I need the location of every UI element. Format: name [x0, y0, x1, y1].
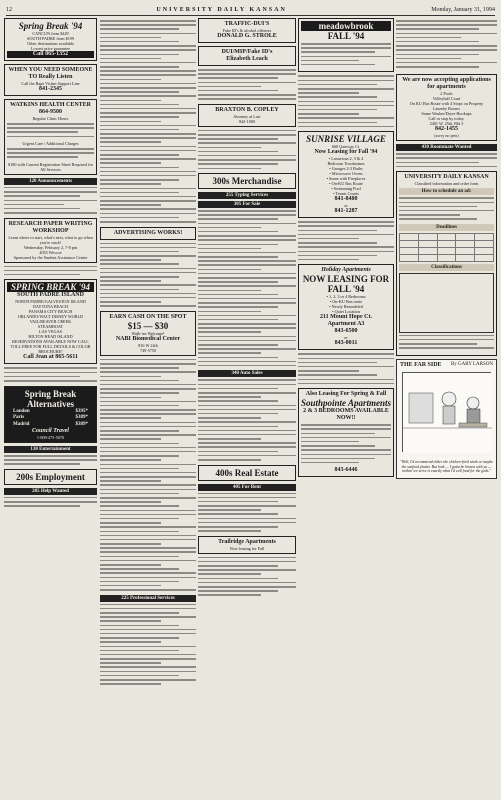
rate-cell	[418, 240, 437, 247]
listing-lines-a	[100, 20, 196, 223]
rape-line-head: WHEN YOU NEED SOMEONE TO Really Listen	[8, 67, 93, 80]
listing-lines-i	[198, 493, 296, 532]
listing-lines-b	[100, 243, 196, 307]
southpointe-ad	[298, 388, 394, 477]
attorney-leach: Elizabeth Leach	[226, 56, 268, 62]
sunrise-feature-8: • Tennis Courts	[333, 191, 359, 197]
research-location: 4035 Wescoe	[39, 249, 62, 255]
employment-title: 200s Employment	[16, 471, 85, 482]
typing-header: 255 Typing Services	[198, 192, 296, 199]
cartoon-caption: "Well, I'd recommend either the chicken-fried steak or maybe the seafood platter. But look — I gotta be honest with ya — nothin' we serve is exactly what I'd call food for the gods."	[400, 460, 493, 474]
spring-break-ad	[4, 18, 97, 61]
misc-lines-2	[4, 367, 97, 381]
kansan-logo: UNIVERSITY DAILY KANSAN	[404, 174, 489, 181]
southpointe-logo: Southpointe Apartments	[301, 398, 391, 409]
also-leasing: Also Leasing For Spring & Fall	[305, 391, 387, 398]
for-sale-header: 305 For Sale	[198, 201, 296, 208]
sunchase-sub: SOUTH PADRE ISLAND	[17, 292, 84, 299]
top-row	[396, 18, 497, 74]
destination-7: LAS VEGAS	[39, 329, 62, 335]
merchandise-title: 300s Merchandise	[212, 176, 282, 186]
earn-cash-title: EARN CASH ON THE SPOT	[109, 313, 187, 320]
council-travel-ad	[4, 386, 97, 444]
listing-lines-m	[298, 353, 394, 384]
sunrise-feature-4: • Microwave Ovens	[329, 171, 363, 177]
sunrise-logo: SUNRISE VILLAGE	[306, 134, 386, 145]
cartoon-drawing	[403, 373, 492, 453]
rate-cell	[437, 247, 456, 254]
sunrise-feature-5: • Some with Fireplaces	[326, 176, 366, 182]
form-lines	[399, 335, 494, 349]
villa-ad	[396, 74, 497, 141]
destination-4: ORLANDO/WALT DISNEY WORLD	[17, 314, 84, 320]
listing-lines-j	[198, 557, 296, 596]
issue-date: Monday, January 31, 1994	[431, 7, 495, 13]
far-side-title: THE FAR SIDE	[400, 361, 442, 368]
price-paris: $389*	[75, 415, 88, 420]
sunrise-leasing: Now Leasing for Fall '94	[314, 149, 378, 156]
watkins-title: WATKINS HEALTH CENTER	[9, 102, 92, 108]
spring-break-phone: Call 865-1352	[7, 51, 94, 58]
nabi-phone: 749-5750	[139, 347, 157, 353]
southpointe-lines	[301, 424, 391, 463]
merchandise-banner	[198, 173, 296, 189]
copley-phone: 842-1000	[238, 118, 256, 124]
attorney-strole: DONALD G. STROLE	[217, 33, 277, 39]
rate-cell	[437, 233, 456, 240]
roommate-header: 430 Roommate Wanted	[396, 144, 497, 151]
villa-feature-2: Volleyball Court	[432, 96, 461, 102]
cartoon-illustration	[402, 372, 491, 452]
help-wanted-header: 205 Help Wanted	[4, 488, 97, 495]
villa-head: We are now accepting applications for apartments	[402, 77, 491, 91]
far-side-cartoon	[396, 359, 497, 479]
nabi-address: 816 W 24th	[138, 342, 158, 348]
listing-lines-d	[100, 604, 196, 685]
destination-2: DAYTONA BEACH	[32, 304, 69, 310]
order-form-area[interactable]	[399, 273, 494, 333]
listing-lines-g	[198, 210, 296, 366]
sunrise-feature-2: Bedroom Townhomes	[327, 161, 365, 167]
announcements-header: 120 Announcements	[4, 178, 97, 185]
meadowbrook-ad	[298, 18, 394, 72]
column-4	[298, 18, 394, 796]
destination-3: PANAMA CITY BEACH	[28, 309, 73, 315]
employment-banner	[4, 469, 97, 485]
rate-cell	[475, 240, 494, 247]
holiday-logo: Holiday Apartments	[321, 267, 371, 274]
trailridge-sub: Now leasing for Fall	[229, 545, 265, 551]
southpointe-phone: 843-6446	[334, 467, 358, 474]
council-logo: Council Travel	[32, 428, 69, 434]
villa-feature-3: On KU Bus Route with 4 Stops on Property	[409, 101, 484, 107]
deadlines-header: Deadlines	[399, 224, 494, 231]
holiday-leasing: NOW LEASING FOR FALL '94	[302, 274, 390, 295]
page-number-left: 12	[6, 7, 12, 13]
holiday-phone-1: 843-6500	[334, 328, 358, 335]
rate-cell	[418, 254, 437, 261]
rates-table	[399, 233, 494, 262]
listing-lines-f	[198, 130, 296, 169]
strole-ad	[198, 18, 296, 43]
price-london: $395*	[75, 408, 88, 414]
advertising-works: ADVERTISING WORKS!	[113, 229, 183, 236]
sunrise-feature-7: • Swimming Pool	[331, 186, 361, 192]
real-estate-banner	[198, 465, 296, 481]
sunrise-address: 660 Gateway Ct.	[331, 144, 361, 150]
classified-info: Classified information and order form	[414, 181, 479, 187]
how-to-header: How to schedule an ad:	[399, 188, 494, 195]
holiday-phone-2: 843-0011	[334, 340, 358, 347]
council-phone: 1-800-475-5070	[36, 435, 65, 440]
listing-lines-n	[396, 20, 497, 70]
holiday-feature-3: • Newly Remodeled	[329, 304, 363, 310]
villa-feature-4: Laundry Rooms	[432, 106, 461, 112]
holiday-address-2: Apartment A3	[327, 321, 365, 328]
listing-lines-l	[298, 221, 394, 260]
classified-form	[396, 171, 497, 356]
trailridge-title: Trailridge Apartments	[218, 538, 276, 545]
real-estate-title: 400s Real Estate	[215, 467, 279, 478]
villa-call: Call or stop by today.	[428, 116, 465, 122]
rate-cell	[437, 254, 456, 261]
watkins-ad	[4, 99, 97, 175]
entertainment-lines	[4, 455, 97, 465]
trailridge-ad	[198, 536, 296, 554]
sunrise-feature-1: • Luxurious 2, 3 & 4	[328, 156, 364, 162]
price-madrid: $389*	[75, 421, 88, 427]
villa-feature-5: Some Washer/Dryer Hookups	[421, 111, 472, 117]
traffic-title: TRAFFIC-DUI'S	[224, 21, 270, 27]
padre-price: SOUTH PADRE from $199	[27, 36, 74, 41]
copley-ad	[198, 104, 296, 127]
destination-1: NORTH PADRE/GALVESTON ISLAND	[15, 299, 86, 305]
city-madrid: Madrid	[13, 421, 30, 427]
sunchase-phone: Call Jean at 865-5611	[23, 354, 78, 361]
villa-note: (sorry no pets)	[434, 133, 459, 139]
meadowbrook-logo: meadowbrook	[301, 21, 391, 31]
destination-5: VAIL/BEAVER CREEK	[29, 319, 72, 325]
urgent-lines	[7, 148, 94, 158]
paper-name: UNIVERSITY DAILY KANSAN	[156, 7, 287, 13]
rate-cell	[400, 240, 419, 247]
column-2	[100, 18, 196, 796]
hours-lines	[7, 123, 94, 137]
misc-lines	[4, 266, 97, 276]
fake-ids: Fake ID's & alcohol offenses	[222, 28, 272, 33]
urgent-care: Urgent Care / Additional Charges	[22, 141, 79, 147]
listing-lines-h	[198, 379, 296, 460]
masthead	[6, 4, 495, 16]
holiday-feature-4: • Quiet Location	[332, 309, 360, 315]
destination-8: HILTON HEAD ISLAND	[28, 334, 73, 340]
professional-services-header: 225 Professional Services	[100, 595, 196, 602]
column-5	[396, 18, 497, 796]
listing-lines-c	[100, 359, 196, 591]
listing-lines-e	[198, 69, 296, 100]
rate-cell	[475, 233, 494, 240]
sunrise-feature-6: • On-KU Bus Route	[329, 181, 363, 187]
sunrise-feature-3: • Garages 2-3 Baths	[329, 166, 363, 172]
other-destinations: Other destinations available	[27, 41, 74, 46]
cancun-price: CANCUN from $429	[32, 31, 69, 36]
enrollment-note: $180 with Current Registration Sheet Required for All Services	[8, 161, 93, 172]
rate-cell	[418, 247, 437, 254]
reservations-note: RESERVATIONS AVAILABLE NOW CALL TOLL FREE FOR FULL DETAILS & COLOR BROCHURE!	[10, 339, 91, 355]
rate-cell	[456, 240, 475, 247]
listing-lines-k	[298, 75, 394, 127]
holiday-address-1: 211 Mount Hope Ct.	[319, 314, 372, 321]
villa-phone: 842-1455	[435, 126, 458, 133]
destination-6: STEAMBOAT	[37, 324, 64, 330]
research-date: Wednesday, February 2, 7-8 pm	[23, 244, 78, 250]
research-body: Learn where to start, what's next, what to go when you're stuck!	[8, 234, 93, 245]
nabi-name: NABI Biomedical Center	[115, 335, 181, 342]
rate-cell	[437, 240, 456, 247]
research-sponsor: Sponsored by the Student Assistance Center	[13, 254, 88, 260]
dui-title: DUI/MIP/Fake ID's	[221, 49, 273, 55]
help-wanted-lines	[4, 497, 97, 507]
leach-ad	[198, 46, 296, 66]
column-1	[4, 18, 97, 796]
walk-ins: Walk-ins Welcome!	[131, 330, 165, 336]
copley-name: BRAXTON B. COPLEY	[215, 106, 279, 113]
rate-cell	[400, 233, 419, 240]
advertising-works-box	[100, 227, 196, 240]
for-rent-header: 405 For Rent	[198, 484, 296, 491]
rate-cell	[400, 247, 419, 254]
auto-sales-header: 340 Auto Sales	[198, 370, 296, 377]
rape-line-phone: 841-2345	[39, 86, 62, 92]
sunchase-logo: SPRING BREAK '94	[7, 282, 94, 292]
alternatives-title: Spring Break Alternatives	[24, 388, 77, 409]
rate-cell	[400, 254, 419, 261]
rate-cell	[475, 247, 494, 254]
lowest-price: Lowest price guarantee	[30, 46, 71, 51]
nabi-ad	[100, 311, 196, 356]
rate-cell	[456, 233, 475, 240]
how-to-lines	[399, 197, 494, 219]
holiday-apartments-ad	[298, 264, 394, 350]
meadowbrook-fall: FALL '94	[327, 31, 365, 41]
sunrise-phone-1: 841-8400	[334, 196, 358, 203]
sunrise-phone-2: 841-1287	[334, 208, 358, 215]
rape-line-ad	[4, 64, 97, 96]
listing-lines-o	[396, 153, 497, 167]
sunrise-village-ad	[298, 131, 394, 218]
sunchase-ad	[4, 279, 97, 364]
city-paris: Paris	[13, 415, 25, 420]
holiday-feature-2: • On-KU Bus route	[329, 299, 363, 305]
entertainment-header: 130 Entertainment	[4, 446, 97, 453]
classifications-header: Classifications	[399, 264, 494, 271]
rate-cell	[475, 254, 494, 261]
rate-cell	[418, 233, 437, 240]
villa-feature-1: 2 Pools	[440, 91, 453, 97]
research-head: RESEARCH PAPER WRITING WORKSHOP	[8, 220, 93, 234]
rate-cell	[456, 254, 475, 261]
announcement-lines	[4, 187, 97, 214]
column-3	[198, 18, 296, 796]
rate-cell	[456, 247, 475, 254]
earn-amount: $15 — $30	[127, 320, 169, 331]
clinic-hours: Regular Clinic Hours	[32, 116, 69, 121]
copley-title: Attorney at Law	[233, 113, 261, 119]
city-london: London	[13, 408, 30, 414]
research-workshop-ad	[4, 218, 97, 263]
holiday-feature-1: • 1, 2, 3 or 4 Bedrooms	[326, 294, 366, 300]
meadowbrook-lines	[301, 43, 391, 65]
spring-break-logo: Spring Break '94	[18, 21, 83, 31]
sunrise-or: or	[344, 203, 348, 209]
rape-line-body: Call the Rape Victim Support Line	[21, 81, 80, 86]
far-side-byline: By GARY LARSON	[450, 361, 493, 367]
southpointe-sub: 2 & 3 BEDROOMS AVAILABLE NOW!!	[303, 408, 389, 422]
villa-address: 2401 W. 25th, Bld 3	[429, 121, 464, 127]
holiday-or: or	[344, 335, 348, 341]
watkins-phone: 864-9500	[39, 109, 62, 115]
